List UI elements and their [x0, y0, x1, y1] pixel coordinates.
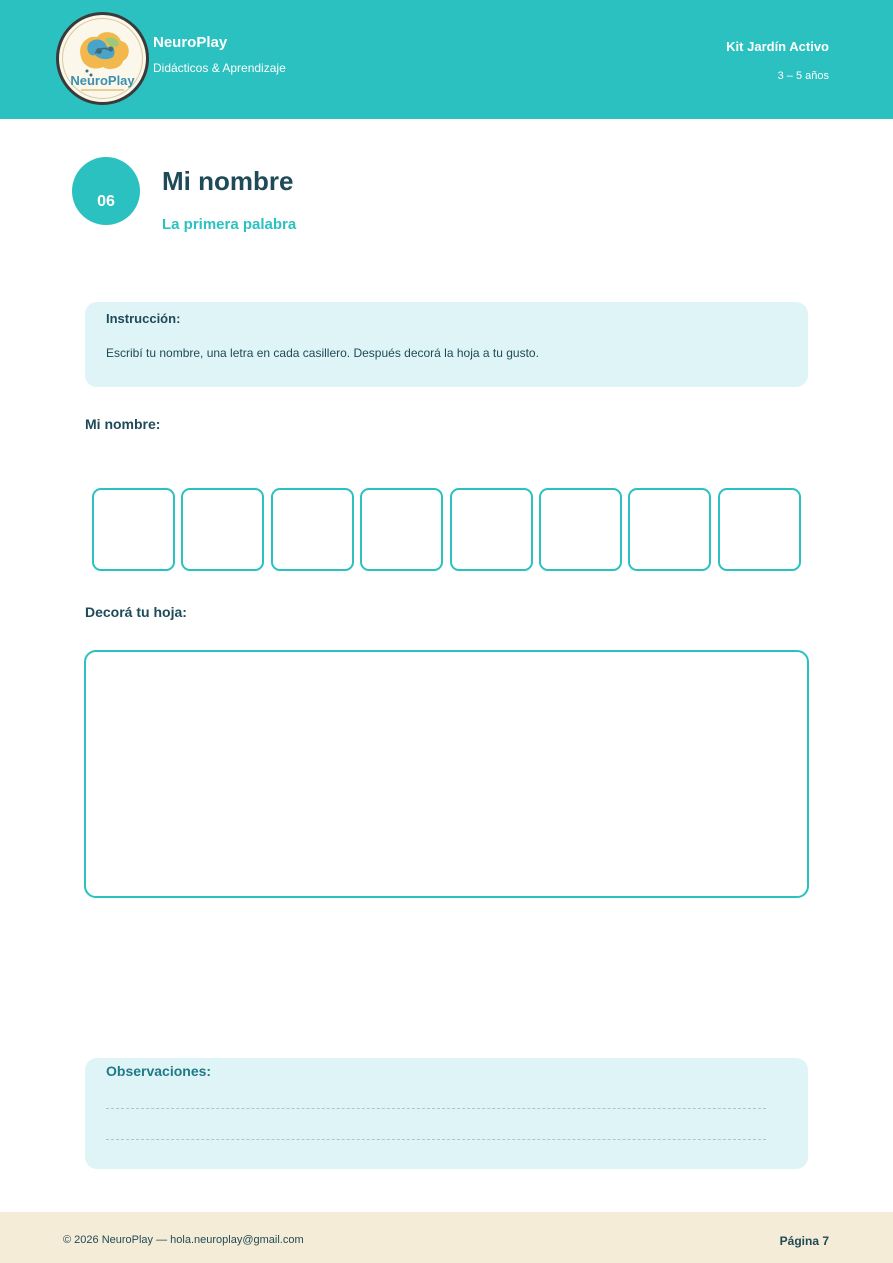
name-section-label: Mi nombre: [85, 416, 161, 432]
brain-logo-icon [56, 12, 149, 105]
observations-label: Observaciones: [106, 1063, 212, 1079]
instruction-text: Escribí tu nombre, una letra en cada casillero. Después decorá la hoja a tu gusto. [106, 346, 539, 360]
observation-line[interactable] [106, 1108, 766, 1109]
letter-box[interactable] [360, 488, 443, 571]
letter-box[interactable] [181, 488, 264, 571]
brand-name: NeuroPlay [153, 34, 228, 51]
instruction-panel [85, 302, 808, 387]
decor-section-label: Decorá tu hoja: [85, 604, 187, 620]
observations-panel [85, 1058, 808, 1169]
activity-number-badge [72, 157, 140, 225]
page-footer [0, 1212, 893, 1263]
page-subtitle: La primera palabra [162, 216, 297, 233]
letter-box[interactable] [450, 488, 533, 571]
logo-text: NeuroPlay [70, 73, 135, 88]
activity-number: 06 [97, 193, 115, 210]
footer-copyright: © 2026 NeuroPlay — hola.neuroplay@gmail.com [63, 1234, 304, 1246]
page-header [0, 0, 893, 119]
letter-box[interactable] [718, 488, 801, 571]
brand-tagline: Didácticos & Aprendizaje [153, 61, 286, 75]
instruction-label: Instrucción: [106, 311, 181, 326]
letter-box[interactable] [628, 488, 711, 571]
age-range: 3 – 5 años [777, 70, 829, 82]
letter-box[interactable] [92, 488, 175, 571]
letter-box[interactable] [271, 488, 354, 571]
decoration-area[interactable] [84, 650, 809, 898]
kit-name: Kit Jardín Activo [726, 39, 829, 54]
page-number: Página 7 [779, 1234, 829, 1248]
page-title: Mi nombre [162, 166, 294, 196]
observation-line[interactable] [106, 1139, 766, 1140]
letter-box[interactable] [539, 488, 622, 571]
